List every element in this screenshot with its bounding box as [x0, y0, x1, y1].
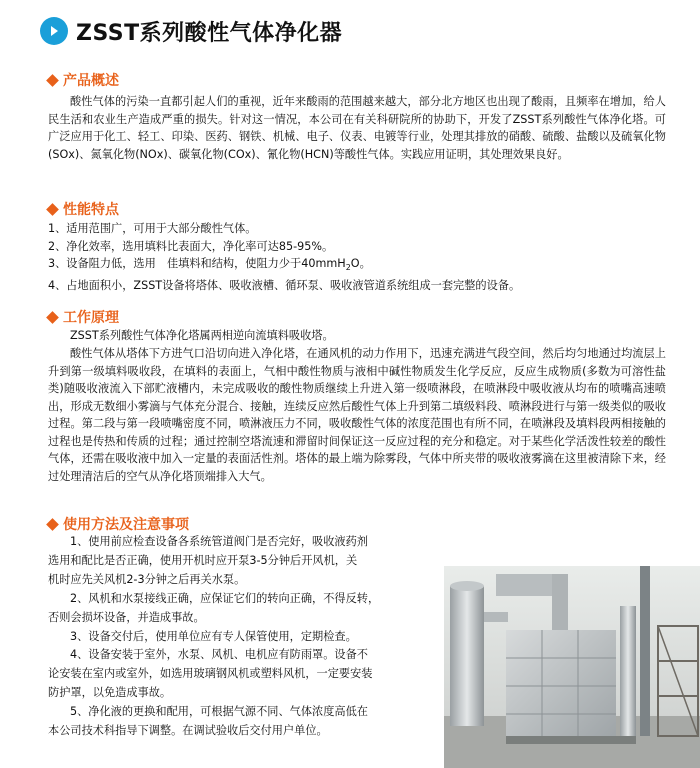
usage-line: 4、设备安装于室外，水泵、风机、电机应有防雨罩。设备不 — [70, 648, 368, 662]
diamond-bullet-icon — [46, 203, 59, 216]
usage-line: 2、风机和水泵接线正确，应保证它们的转向正确，不得反转， — [70, 591, 380, 605]
usage-line: 机时应先关风机2-3分钟之后再关水泵。 — [48, 572, 246, 586]
section-heading-principle: 工作原理 — [48, 307, 119, 327]
feature-item: 4、占地面积小，ZSST设备将塔体、吸收液槽、循环泵、吸收液管道系统组成一套完整的设备。 — [48, 278, 521, 292]
play-arrow-icon — [40, 17, 68, 45]
feature-item: 2、净化效率，选用填料比表面大，净化率可达85-95%。 — [48, 239, 334, 253]
usage-line: 防护罩，以免造成事故。 — [48, 686, 172, 700]
usage-line: 否则会损坏设备，并造成事故。 — [48, 610, 205, 624]
equipment-photo — [444, 566, 700, 768]
feature-item: 1、适用范围广，可用于大部分酸性气体。 — [48, 222, 257, 235]
features-list — [48, 220, 666, 294]
section-heading-usage: 使用方法及注意事项 — [48, 514, 189, 534]
usage-line: 5、净化液的更换和配用，可根据气源不同、气体浓度高低在 — [70, 705, 368, 719]
principle-intro: ZSST系列酸性气体净化塔属两相逆向流填料吸收塔。 — [70, 329, 334, 342]
page-title: ZSST系列酸性气体净化器 — [76, 20, 343, 46]
usage-line: 选用和配比是否正确，使用开机时应开泵3-5分钟后开风机，关 — [48, 553, 358, 567]
usage-line: 本公司技术科指导下调整。在调试验收后交付用户单位。 — [48, 724, 328, 738]
diamond-bullet-icon — [46, 74, 59, 87]
diamond-bullet-icon — [46, 311, 59, 324]
title-row — [40, 14, 342, 48]
overview-paragraph: 酸性气体的污染一直都引起人们的重视，近年来酸雨的范围越来越大，部分北方地区也出现了酸雨，且频率在增加，给人民生活和农业生产造成严重的损失。针对这一情况，本公司在有关科研院所的协助下，开发了ZSST系列酸性气体净化塔。可广泛应用于化工、轻工、印染、医药、钢铁、机械、电子、仪表、电镀等行业，处理其排放的硝酸、硫酸、盐酸以及硫氧化物(SOx)、氮氧化物(NOx)、碳氧化物(COx)、氰化物(HCN)等酸性气体。实践应用证明，其处理效果良好。 — [48, 95, 666, 161]
principle-paragraph: 酸性气体从塔体下方进气口沿切向进入净化塔，在通风机的动力作用下，迅速充满进气段空间，然后均匀地通过均流层上升到第一级填料吸收段，在填料的表面上，气相中酸性物质与液相中碱性物质发生化学反应，反应生成物质(多数为可溶性盐类)随吸收液流入下部贮液槽内，未完成吸收的酸性物质继续上升进入第一级喷淋段，在喷淋段中吸收液从均布的喷嘴高速喷出，形成无数细小雾滴与气体充分混合、接触，连续反应然后酸性气体上升到第二填级料段、喷淋段进行与第一级类似的吸收过程。第二段与第一段喷嘴密度不同，喷淋液压力不同，吸收酸性气体的浓度范围也有所不同，在喷淋段及填料段两相接触的过程也是传热和传质的过程；通过控制空塔流速和滞留时间保证这一反应过程的充分和稳定。对于某些化学活泼性较差的酸性气体，还需在吸收液中加入一定量的表面活性剂。塔体的最上端为除雾段，气体中所夹带的吸收液雾滴在这里被清除下来，经过处理清洁后的空气从净化塔顶端排入大气。 — [48, 347, 666, 483]
usage-line: 1、使用前应检查设备各系统管道阀门是否完好，吸收液药剂 — [70, 535, 368, 548]
subscript: 2 — [345, 263, 351, 273]
usage-list — [48, 533, 440, 741]
usage-line: 论安装在室内或室外，如选用玻璃钢风机或塑料风机，一定要安装 — [48, 667, 373, 681]
section-heading-features: 性能特点 — [48, 199, 119, 219]
section-heading-overview: 产品概述 — [48, 70, 119, 90]
usage-line: 3、设备交付后，使用单位应有专人保管使用，定期检查。 — [70, 629, 357, 643]
feature-item: 3、设备阻力低，选用 佳填料和结构，使阻力少于40mmH$_2$O。 — [48, 257, 371, 273]
diamond-bullet-icon — [46, 518, 59, 531]
